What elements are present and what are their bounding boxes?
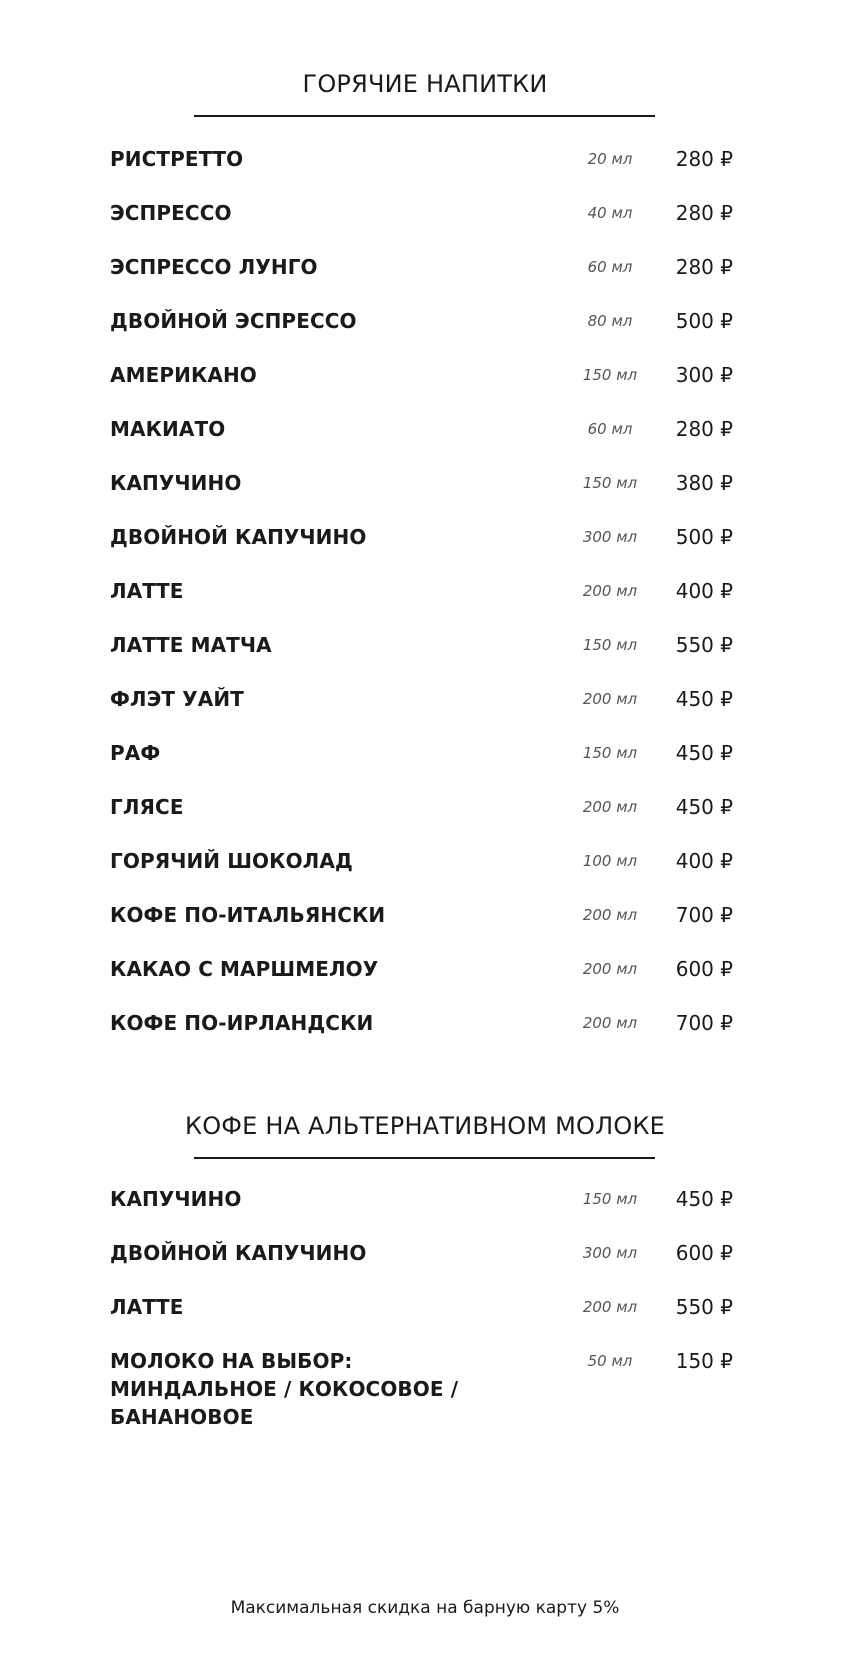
item-price: 700 ₽ — [675, 1011, 733, 1035]
section-title-alt-milk: КОФЕ НА АЛЬТЕРНАТИВНОМ МОЛОКЕ — [184, 1112, 666, 1140]
menu-item — [0, 1009, 850, 1039]
item-volume: 200 мл — [582, 960, 638, 978]
item-volume: 60 мл — [587, 420, 633, 438]
item-name: ГОРЯЧИЙ ШОКОЛАД — [110, 849, 353, 873]
item-name: МАКИАТО — [110, 417, 226, 441]
menu-item — [0, 415, 850, 445]
item-price: 700 ₽ — [675, 903, 733, 927]
menu-item — [0, 307, 850, 337]
item-name: ЛАТТЕ — [110, 1295, 184, 1319]
discount-note: Максимальная скидка на барную карту 5% — [230, 1598, 620, 1618]
item-volume: 200 мл — [582, 690, 638, 708]
item-price: 300 ₽ — [675, 363, 733, 387]
item-price: 600 ₽ — [675, 957, 733, 981]
item-price: 500 ₽ — [675, 309, 733, 333]
item-volume: 150 мл — [582, 1190, 638, 1208]
item-name: ФЛЭТ УАЙТ — [110, 687, 244, 711]
menu-item — [0, 739, 850, 769]
item-name: ЭСПРЕССО ЛУНГО — [110, 255, 318, 279]
item-volume: 150 мл — [582, 474, 638, 492]
item-volume: 40 мл — [587, 204, 633, 222]
item-volume: 200 мл — [582, 1014, 638, 1032]
item-name: КАПУЧИНО — [110, 1187, 242, 1211]
item-name: ГЛЯСЕ — [110, 795, 184, 819]
menu-item — [0, 199, 850, 229]
item-price: 400 ₽ — [675, 849, 733, 873]
item-volume: 150 мл — [582, 744, 638, 762]
menu-item — [0, 1293, 850, 1323]
menu-item — [0, 253, 850, 283]
item-volume: 60 мл — [587, 258, 633, 276]
section-divider — [194, 1157, 655, 1159]
item-price: 280 ₽ — [675, 147, 733, 171]
item-price: 450 ₽ — [675, 795, 733, 819]
menu-item — [0, 955, 850, 985]
item-name: ЛАТТЕ — [110, 579, 184, 603]
section-divider — [194, 115, 655, 117]
menu-item — [0, 1239, 850, 1269]
item-price: 550 ₽ — [675, 1295, 733, 1319]
item-volume: 50 мл — [587, 1352, 633, 1370]
menu-item — [0, 523, 850, 553]
item-name: КАПУЧИНО — [110, 471, 242, 495]
menu-item — [0, 469, 850, 499]
item-price: 380 ₽ — [675, 471, 733, 495]
menu-item — [0, 1185, 850, 1215]
menu-item — [0, 793, 850, 823]
item-volume: 300 мл — [582, 528, 638, 546]
item-name: ЛАТТЕ МАТЧА — [110, 633, 272, 657]
item-name: ДВОЙНОЙ ЭСПРЕССО — [110, 309, 357, 333]
item-name: РИСТРЕТТО — [110, 147, 244, 171]
menu-item — [0, 847, 850, 877]
menu-item — [0, 631, 850, 661]
section-title-hot-drinks: ГОРЯЧИЕ НАПИТКИ — [302, 70, 548, 98]
item-volume: 200 мл — [582, 798, 638, 816]
item-name: ЭСПРЕССО — [110, 201, 232, 225]
menu-item — [0, 361, 850, 391]
item-name: ДВОЙНОЙ КАПУЧИНО — [110, 525, 367, 549]
item-price: 600 ₽ — [675, 1241, 733, 1265]
item-volume: 80 мл — [587, 312, 633, 330]
item-name: КАКАО С МАРШМЕЛОУ — [110, 957, 379, 981]
item-volume: 200 мл — [582, 582, 638, 600]
item-volume: 100 мл — [582, 852, 638, 870]
menu-item — [0, 685, 850, 715]
item-name: ДВОЙНОЙ КАПУЧИНО — [110, 1241, 367, 1265]
item-name: КОФЕ ПО-ИРЛАНДСКИ — [110, 1011, 374, 1035]
item-price: 550 ₽ — [675, 633, 733, 657]
item-volume: 150 мл — [582, 366, 638, 384]
item-volume: 200 мл — [582, 906, 638, 924]
item-price: 280 ₽ — [675, 201, 733, 225]
item-price: 450 ₽ — [675, 1187, 733, 1211]
item-price: 450 ₽ — [675, 741, 733, 765]
item-price: 500 ₽ — [675, 525, 733, 549]
item-price: 400 ₽ — [675, 579, 733, 603]
item-name: КОФЕ ПО-ИТАЛЬЯНСКИ — [110, 903, 386, 927]
menu-item — [0, 901, 850, 931]
item-price: 280 ₽ — [675, 417, 733, 441]
item-price: 450 ₽ — [675, 687, 733, 711]
menu-item — [0, 577, 850, 607]
menu-item-milk-choice — [0, 1347, 850, 1429]
item-volume: 300 мл — [582, 1244, 638, 1262]
item-volume: 20 мл — [587, 150, 633, 168]
item-price: 280 ₽ — [675, 255, 733, 279]
item-volume: 200 мл — [582, 1298, 638, 1316]
item-name: РАФ — [110, 741, 161, 765]
menu-item — [0, 145, 850, 175]
item-name: МОЛОКО НА ВЫБОР: МИНДАЛЬНОЕ / КОКОСОВОЕ / БАНАНОВОЕ — [110, 1349, 459, 1429]
item-volume: 150 мл — [582, 636, 638, 654]
item-name: АМЕРИКАНО — [110, 363, 257, 387]
item-price: 150 ₽ — [675, 1349, 733, 1373]
